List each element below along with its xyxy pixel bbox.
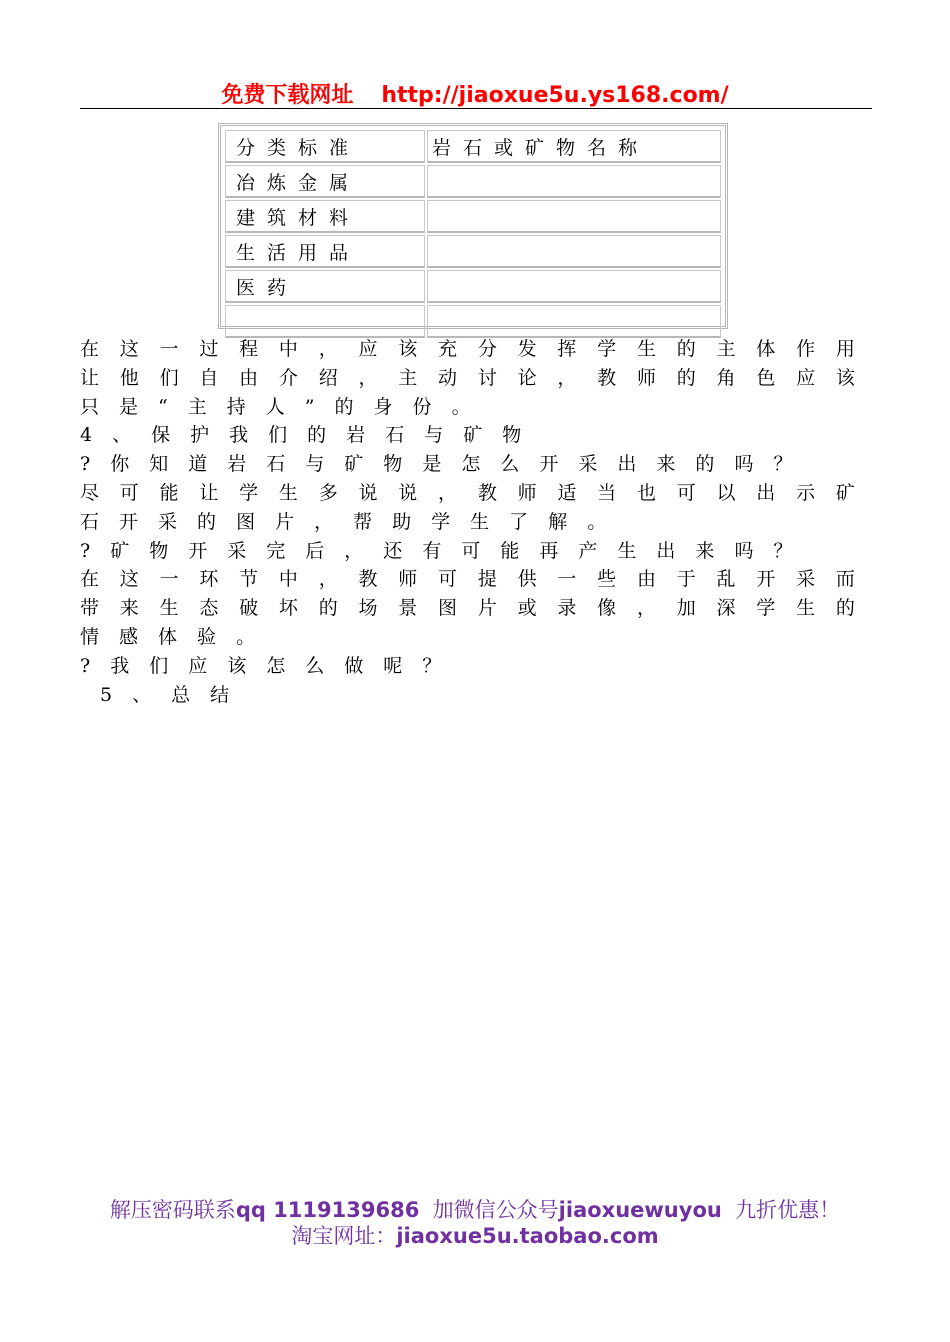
header-url-link[interactable]: http://jiaoxue5u.ys168.com/ xyxy=(381,83,729,108)
table-row xyxy=(225,305,721,338)
body-line: 带 来 生 态 破 坏 的 场 景 图 片 或 录 像 ， 加 深 学 生 的 xyxy=(80,597,855,620)
footer-line-2 xyxy=(0,1223,950,1249)
table-row xyxy=(225,200,721,233)
question-line: ? 你 知 道 岩 石 与 矿 物 是 怎 么 开 采 出 来 的 吗 ？ xyxy=(80,453,793,476)
table-cell-category: 医药 xyxy=(225,270,425,303)
table-row xyxy=(225,235,721,268)
table-row xyxy=(225,270,721,303)
table-cell-category: 建筑材料 xyxy=(225,200,425,233)
header-divider xyxy=(80,108,872,109)
table-header-cell: 分类标准 xyxy=(225,130,425,163)
body-line: 在 这 一 过 程 中 ， 应 该 充 分 发 挥 学 生 的 主 体 作 用 xyxy=(80,338,855,360)
header-label: 免费下载网址 xyxy=(221,83,354,108)
table-header-cell: 岩石或矿物名称 xyxy=(427,130,721,163)
table-header-row xyxy=(225,130,721,163)
footer-password-label: 解压密码联系 xyxy=(109,1198,236,1222)
body-line: 让 他 们 自 由 介 绍 ， 主 动 讨 论 ， 教 师 的 角 色 应 该 xyxy=(80,366,855,389)
table-cell-name xyxy=(427,270,721,303)
footer-wechat-id: jiaoxuewuyou xyxy=(558,1198,722,1222)
body-line: 只 是 “ 主 持 人 ” 的 身 份 。 xyxy=(80,395,471,418)
footer-contact xyxy=(0,1197,950,1249)
download-header xyxy=(0,78,950,109)
body-line: 情 感 体 验 。 xyxy=(80,625,256,648)
section-heading: 5 、 总 结 xyxy=(100,683,230,706)
section-heading: 4 、 保 护 我 们 的 岩 石 与 矿 物 xyxy=(80,424,522,447)
table-cell-name xyxy=(427,165,721,198)
table-cell-category: 生活用品 xyxy=(225,235,425,268)
footer-taobao-link[interactable]: jiaoxue5u.taobao.com xyxy=(396,1224,659,1248)
footer-qq: qq 1119139686 xyxy=(235,1198,420,1222)
question-line: ? 我 们 应 该 怎 么 做 呢 ？ xyxy=(80,654,442,677)
footer-line-1 xyxy=(0,1197,950,1223)
body-line: 尽 可 能 让 学 生 多 说 说 ， 教 师 适 当 也 可 以 出 示 矿 xyxy=(80,481,855,504)
table-cell-category: 冶炼金属 xyxy=(225,165,425,198)
table-cell-category xyxy=(225,305,425,338)
table-cell-name xyxy=(427,235,721,268)
footer-wechat-label: 加微信公众号 xyxy=(432,1198,559,1222)
body-line: 石 开 采 的 图 片 ， 帮 助 学 生 了 解 。 xyxy=(80,510,607,533)
lesson-body xyxy=(80,335,855,709)
classification-table xyxy=(218,123,728,329)
body-line: 在 这 一 环 节 中 ， 教 师 可 提 供 一 些 由 于 乱 开 采 而 xyxy=(80,568,855,591)
footer-discount: 九折优惠！ xyxy=(735,1198,841,1222)
table-cell-name xyxy=(427,305,721,338)
footer-taobao-label: 淘宝网址： xyxy=(291,1224,397,1248)
question-line: ? 矿 物 开 采 完 后 ， 还 有 可 能 再 产 生 出 来 吗 ？ xyxy=(80,539,793,562)
table-cell-name xyxy=(427,200,721,233)
table-row xyxy=(225,165,721,198)
